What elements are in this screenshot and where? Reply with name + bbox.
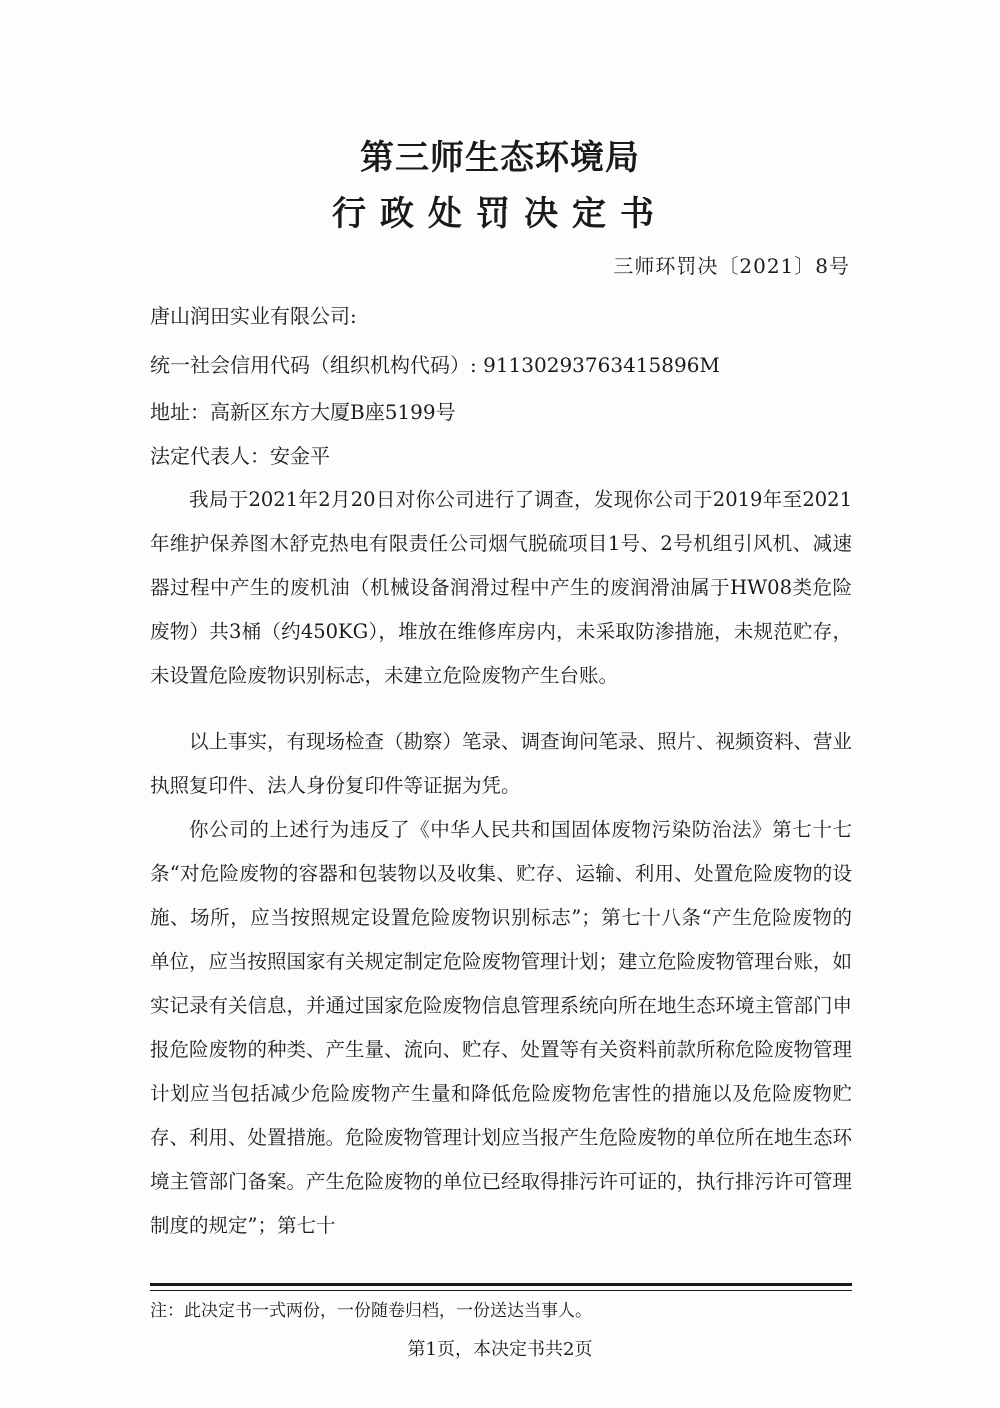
- paragraph-evidence: 以上事实，有现场检查（勘察）笔录、调查询问笔录、照片、视频资料、营业执照复印件、法人身份复印件等证据为凭。: [150, 730, 853, 797]
- page-number: 第1页，本决定书共2页: [407, 1339, 593, 1360]
- footer-divider-thick: [150, 1283, 852, 1286]
- party-address: 地址：高新区东方大厦B座5199号: [150, 400, 456, 424]
- footer-note: 注：此决定书一式两份，一份随卷归档，一份送达当事人。: [150, 1301, 592, 1321]
- footer-divider-thin: [150, 1290, 852, 1291]
- credit-code: 统一社会信用代码（组织机构代码）: 91130293763415896M: [150, 353, 720, 377]
- agency-title: 第三师生态环境局: [360, 138, 640, 178]
- paragraph-violation: 你公司的上述行为违反了《中华人民共和国固体废物污染防治法》第七十七条“对危险废物的容器和包装物以及收集、贮存、运输、利用、处置危险废物的设施、场所，应当按照规定设置危险废物识别标志”；第七十八条“产生危险废物的单位，应当按照国家有关规定制定危险废物管理计划；建立危险废物管理台账，如实记录有关信息，并通过国家危险废物信息管理系统向所在地生态环境主管部门申报危险废物的种类、产生量、流向、贮存、处置等有关资料前款所称危险废物管理计划应当包括减少危险废物产生量和降低危险废物危害性的措施以及危险废物贮存、利用、处置措施。危险废物管理计划应当报产生危险废物的单位所在地生态环境主管部门备案。产生危险废物的单位已经取得排污许可证的，执行排污许可管理制度的规定”；第七十: [150, 818, 853, 1237]
- paragraph-investigation: 我局于2021年2月20日对你公司进行了调查，发现你公司于2019年至2021年维护保养图木舒克热电有限责任公司烟气脱硫项目1号、2号机组引风机、减速器过程中产生的废机油（机械设备润滑过程中产生的废润滑油属于HW08类危险废物）共3桶（约450KG），堆放在维修库房内，未采取防渗措施，未规范贮存，未设置危险废物识别标志，未建立危险废物产生台账。: [150, 488, 852, 687]
- document-number: 三师环罚决〔2021〕8号: [613, 254, 850, 278]
- document-type-title: 行政处罚决定书: [332, 194, 668, 234]
- party-name: 唐山润田实业有限公司:: [150, 304, 357, 328]
- legal-representative: 法定代表人：安金平: [150, 444, 330, 468]
